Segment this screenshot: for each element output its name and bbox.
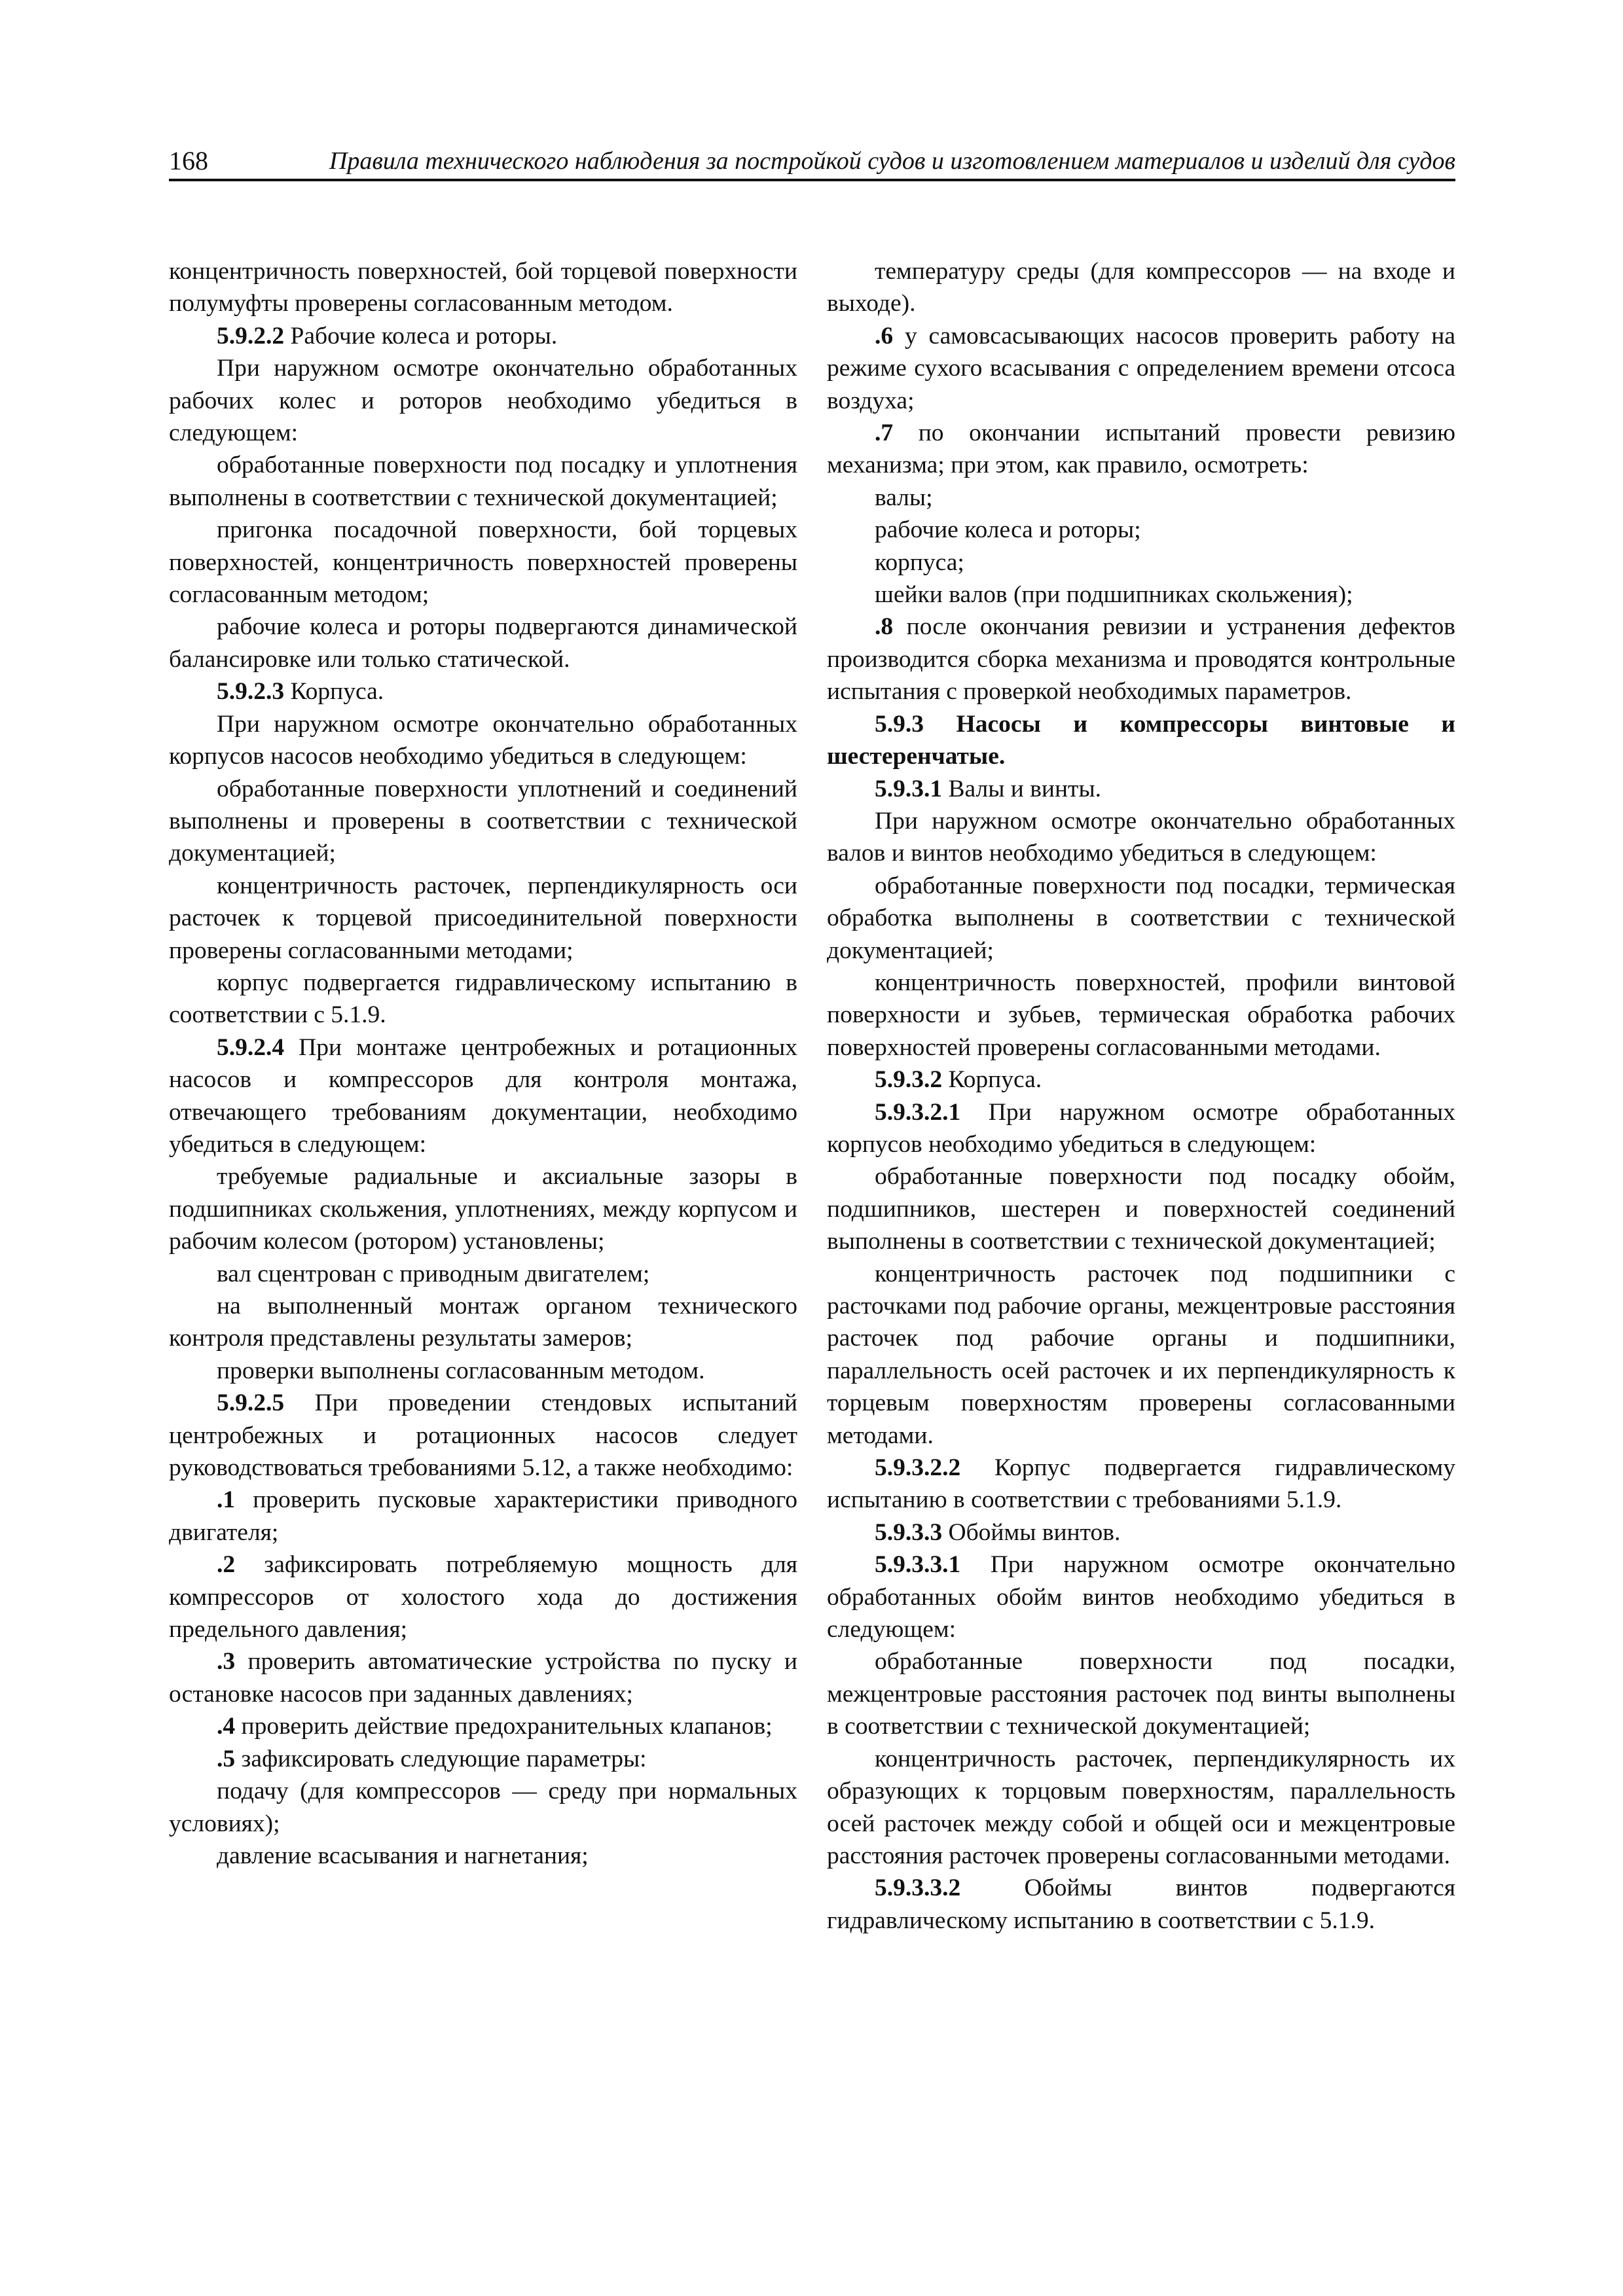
clause-number: .3: [217, 1648, 236, 1676]
clause-number: 5.9.2.4: [217, 1033, 285, 1061]
clause-text: зафиксировать следующие параметры:: [235, 1745, 647, 1772]
clause: [169, 1031, 797, 1161]
clause-number: 5.9.3.2: [875, 1066, 943, 1094]
paragraph: на выполненный монтаж органом технического контроля представлены результаты замеров;: [169, 1293, 797, 1352]
clause-number: .5: [217, 1745, 236, 1772]
clause: [827, 1452, 1455, 1516]
clause: [169, 1549, 797, 1645]
paragraph: проверки выполнены согласованным методом.: [217, 1357, 705, 1384]
clause: [169, 1387, 797, 1484]
paragraph: При наружном осмотре окончательно обработанных корпусов насосов необходимо убедиться в следующем:: [169, 710, 797, 770]
clause-text: Корпуса.: [942, 1066, 1042, 1094]
clause-text: При наружном осмотре обработанных корпусов необходимо убедиться в следующем:: [827, 1098, 1455, 1158]
clause-text: При монтаже центробежных и ротационных насосов и компрессоров для контроля монтажа, отвечающего требованиям документации, необходимо убедиться в следующем:: [169, 1033, 797, 1158]
clause-number: 5.9.2.3: [217, 678, 285, 706]
clause-number: 5.9.3.2.2: [875, 1454, 961, 1482]
header-rule: [169, 179, 1455, 181]
paragraph: При наружном осмотре окончательно обработанных валов и винтов необходимо убедиться в следующем:: [827, 807, 1455, 867]
clause: [827, 1872, 1455, 1937]
paragraph: обработанные поверхности уплотнений и соединений выполнены и проверены в соответствии с технической документацией;: [169, 775, 797, 867]
paragraph: пригонка посадочной поверхности, бой торцевых поверхностей, концентричность поверхностей проверены согласованным методом;: [169, 516, 797, 609]
paragraph: концентричность расточек, перпендикулярность оси расточек к торцевой присоединительной поверхности проверены согласованными методами;: [169, 872, 797, 964]
clause-text: Обоймы винтов.: [942, 1518, 1121, 1546]
paragraph: корпус подвергается гидравлическому испытанию в соответствии с 5.1.9.: [169, 969, 797, 1029]
page-header: [169, 143, 1455, 182]
clause-text: При наружном осмотре окончательно обработанных обойм винтов необходимо убедиться в следующем:: [827, 1551, 1455, 1643]
clause-text: При проведении стендовых испытаний центробежных и ротационных насосов следует руководствоваться требованиями 5.12, а также необходимо:: [169, 1390, 797, 1482]
clause-text: зафиксировать потребляемую мощность для компрессоров от холостого хода до достижения предельного давления;: [169, 1551, 797, 1643]
clause-text: Корпуса.: [284, 678, 384, 706]
clause-number: .2: [217, 1551, 236, 1579]
paragraph: шейки валов (при подшипниках скольжения);: [875, 581, 1353, 609]
clause-text: после окончания ревизии и устранения дефектов производится сборка механизма и проводятся контрольные испытания с проверкой необходимых параметров.: [827, 613, 1455, 706]
clause: [169, 1710, 797, 1742]
right-column: [827, 255, 1455, 1937]
clause-number: .1: [217, 1486, 236, 1514]
clause: [827, 1064, 1455, 1096]
clause: [827, 611, 1455, 708]
clause-number: 5.9.3.3: [875, 1518, 943, 1546]
paragraph: валы;: [875, 484, 933, 511]
paragraph: концентричность расточек под подшипники с расточками под рабочие органы, межцентровые расстояния расточек под рабочие органы и подшипники, параллельность осей расточек и их перпендикулярность к торцевым поверхностям проверены согласованными методами.: [827, 1260, 1455, 1449]
clause: [169, 675, 797, 708]
paragraph: рабочие колеса и роторы;: [875, 516, 1141, 544]
clause: [827, 1096, 1455, 1161]
left-column: [169, 255, 797, 1872]
clause-number: 5.9.3.2.1: [875, 1098, 961, 1126]
clause: [827, 320, 1455, 417]
clause-number: 5.9.3.3.2: [875, 1874, 961, 1902]
clause: [169, 320, 797, 352]
clause-text: по окончании испытаний провести ревизию механизма; при этом, как правило, осмотреть:: [827, 420, 1455, 479]
running-title: Правила технического наблюдения за постройкой судов и изготовлением материалов и изделий для судов: [329, 147, 1455, 175]
paragraph: При наружном осмотре окончательно обработанных рабочих колес и роторов необходимо убедиться в следующем:: [169, 355, 797, 447]
clause-text: проверить автоматические устройства по пуску и остановке насосов при заданных давлениях;: [169, 1648, 797, 1708]
clause-number: 5.9.2.5: [217, 1390, 285, 1417]
clause-number: 5.9.3.3.1: [875, 1551, 961, 1579]
clause: [169, 1743, 797, 1775]
page-number: 168: [169, 146, 208, 175]
clause: [827, 773, 1455, 805]
paragraph: подачу (для компрессоров — среду при нормальных условиях);: [169, 1778, 797, 1837]
clause-text: Насосы и компрессоры винтовые и шестеренчатые.: [827, 710, 1455, 770]
paragraph: рабочие колеса и роторы подвергаются динамической балансировке или только статической.: [169, 613, 797, 673]
clause-text: проверить действие предохранительных клапанов;: [235, 1713, 773, 1740]
paragraph: обработанные поверхности под посадку и уплотнения выполнены в соответствии с технической документацией;: [169, 452, 797, 511]
paragraph: температуру среды (для компрессоров — на входе и выходе).: [827, 258, 1455, 317]
clause: [827, 417, 1455, 482]
clause-number: .4: [217, 1713, 236, 1740]
clause-number: 5.9.3.1: [875, 775, 943, 802]
paragraph: вал сцентрован с приводным двигателем;: [217, 1260, 650, 1287]
clause-text: проверить пусковые характеристики приводного двигателя;: [169, 1486, 797, 1546]
clause-text: Валы и винты.: [942, 775, 1102, 802]
paragraph: обработанные поверхности под посадку обойм, подшипников, шестерен и поверхностей соединений выполнены в соответствии с технической документацией;: [827, 1163, 1455, 1255]
clause-number: .8: [875, 613, 894, 641]
clause-number: .7: [875, 420, 894, 447]
paragraph: концентричность поверхностей, профили винтовой поверхности и зубьев, термическая обработка рабочих поверхностей проверены согласованными методами.: [827, 969, 1455, 1061]
paragraph: обработанные поверхности под посадки, межцентровые расстояния расточек под винты выполнены в соответствии с технической документацией;: [827, 1648, 1455, 1740]
clause-text: Рабочие колеса и роторы.: [284, 322, 558, 350]
clause-number: .6: [875, 322, 894, 350]
clause: [827, 1549, 1455, 1645]
clause: [169, 1645, 797, 1710]
paragraph: обработанные поверхности под посадки, термическая обработка выполнены в соответствии с технической документацией;: [827, 872, 1455, 964]
clause: [827, 1516, 1455, 1549]
section-heading: [827, 708, 1455, 773]
clause-number: 5.9.3: [875, 710, 924, 738]
clause: [169, 1484, 797, 1549]
clause-text: Обоймы винтов подвергаются гидравлическому испытанию в соответствии с 5.1.9.: [827, 1874, 1455, 1934]
clause-number: 5.9.2.2: [217, 322, 285, 350]
clause-text: Корпус подвергается гидравлическому испытанию в соответствии с требованиями 5.1.9.: [827, 1454, 1455, 1514]
paragraph: концентричность расточек, перпендикулярность их образующих к торцовым поверхностям, параллельность осей расточек между собой и общей оси и межцентровые расстояния расточек проверены согласованными методами.: [827, 1745, 1455, 1869]
paragraph: требуемые радиальные и аксиальные зазоры в подшипниках скольжения, уплотнениях, между корпусом и рабочим колесом (ротором) установлены;: [169, 1163, 797, 1255]
paragraph: концентричность поверхностей, бой торцевой поверхности полумуфты проверены согласованным методом.: [169, 258, 797, 317]
clause-text: у самовсасывающих насосов проверить работу на режиме сухого всасывания с определением времени отсоса воздуха;: [827, 322, 1455, 414]
paragraph: давление всасывания и нагнетания;: [217, 1842, 589, 1869]
paragraph: корпуса;: [875, 548, 964, 576]
